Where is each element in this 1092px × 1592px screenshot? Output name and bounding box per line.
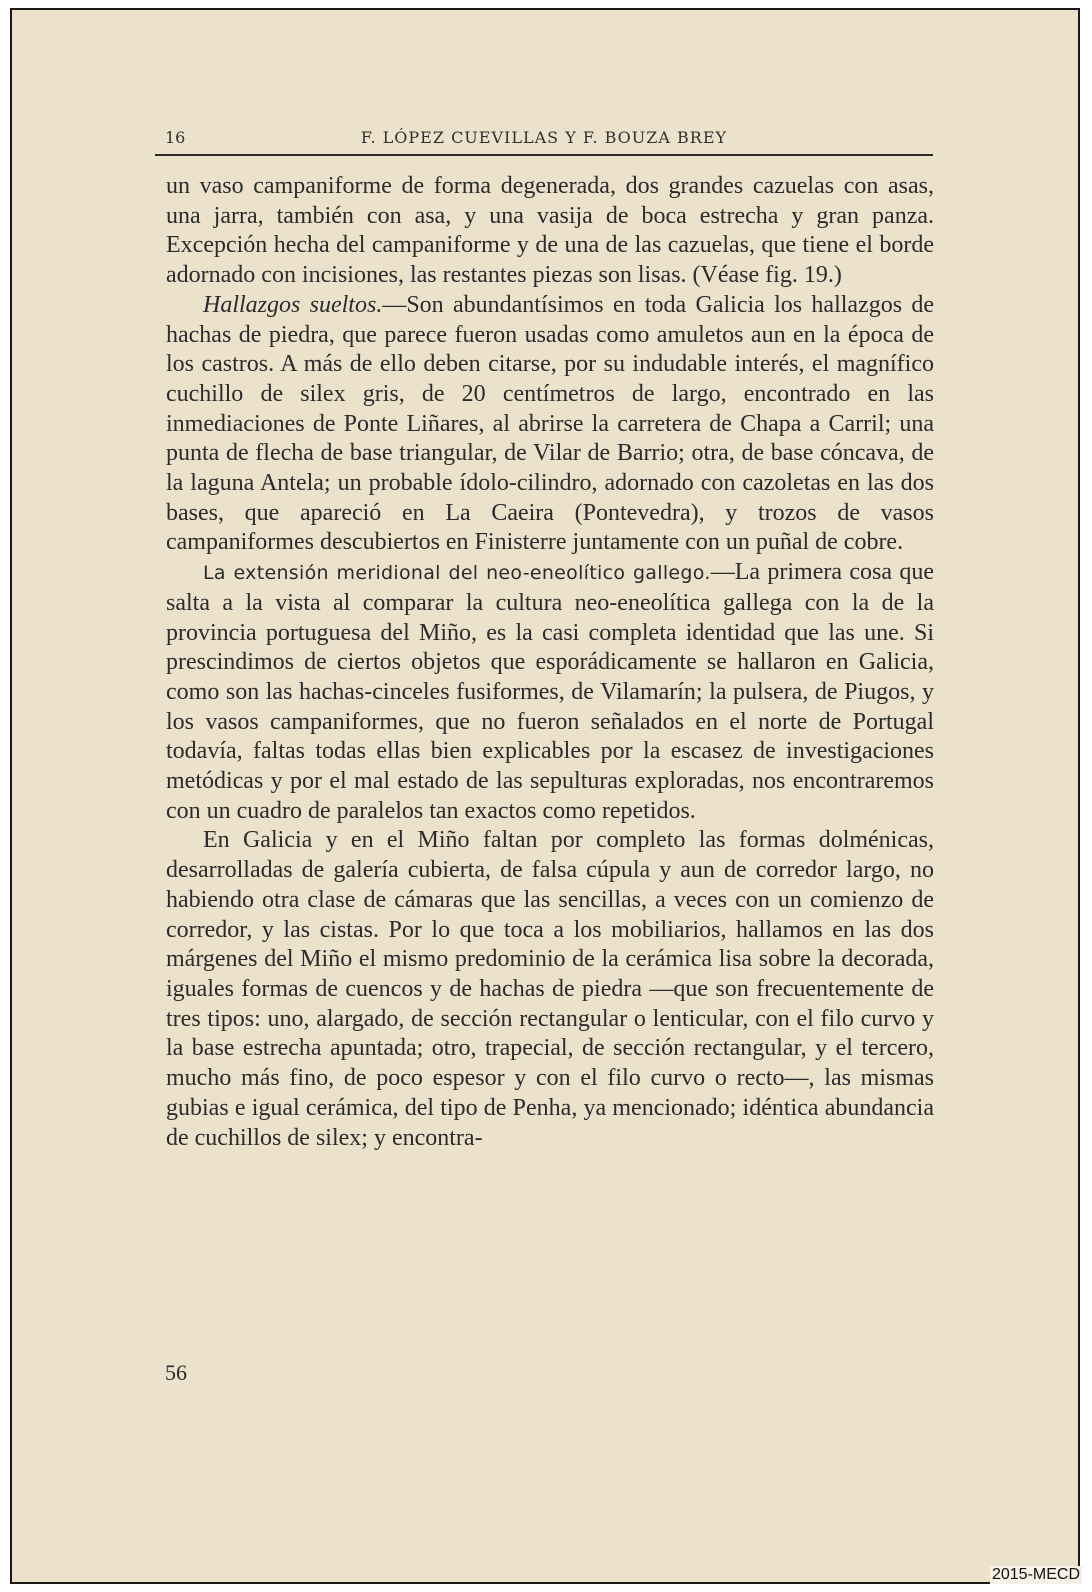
page-header xyxy=(155,120,933,156)
paragraph-2-text: —Son abundantísimos en toda Galicia los hallazgos de hachas de piedra, que parece fueron usadas como amuletos aun en la época de los castros. A más de ello deben citarse, por su indudable interés, el magnífico cuchillo de silex gris, de 20 centímetros de largo, encontrado en las inmediaciones de Ponte Liñares, al abrirse la carretera de Chapa a Carril; una punta de flecha de base triangular, de Vilar de Barrio; otra, de base cóncava, de la laguna Antela; un probable ídolo-cilindro, adornado con cazoletas en las dos bases, que apareció en La Caeira (Pontevedra), y trozos de vasos campaniformes descubiertos en Finisterre juntamente con un puñal de cobre. xyxy=(166,291,935,556)
section-lead-hallazgos: Hallazgos sueltos. xyxy=(203,291,383,318)
page-body xyxy=(166,172,934,1153)
paragraph-3-text: —La primera cosa que salta a la vista al comparar la cultura neo-eneolítica gallega con la de la provincia portuguesa del Miño, es la casi completa identidad que las une. Si prescindimos de ciertos objetos que esporádicamente se hallaron en Galicia, como son las hachas-cinceles fusiformes, de Vilamarín; la pulsera, de Piugos, y los vasos campaniformes, que no fueron señalados en el norte de Portugal todavía, faltas todas ellas bien explicables por la escasez de investigaciones metódicas y por el mal estado de las sepulturas exploradas, nos encontraremos con un cuadro de paralelos tan exactos como repetidos. xyxy=(166,559,935,824)
watermark: 2015-MECD xyxy=(991,1566,1080,1583)
paragraph-1: un vaso campaniforme de forma degenerada, dos grandes cazuelas con asas, una jarra, también con asa, y una vasija de boca estrecha y gran panza. Excepción hecha del campaniforme y de una de las cazuelas, que tiene el borde adornado con incisiones, las restantes piezas son lisas. (Véase fig. 19.) xyxy=(166,173,934,289)
running-title: F. LÓPEZ CUEVILLAS Y F. BOUZA BREY xyxy=(360,128,728,147)
section-lead-extension: La extensión meridional del neo-eneolítico gallego. xyxy=(203,562,711,585)
folio-number: 56 xyxy=(165,1360,187,1385)
page-number: 16 xyxy=(165,128,186,147)
paragraph-2 xyxy=(166,291,934,558)
paragraph-4: En Galicia y en el Miño faltan por completo las formas dolménicas, desarrolladas de galería cubierta, de falsa cúpula y aun de corredor largo, no habiendo otra clase de cámaras que las sencillas, a veces con un comienzo de corredor, y las cistas. Por lo que toca a los mobiliarios, hallamos en las dos márgenes del Miño el mismo predominio de la cerámica lisa sobre la decorada, iguales formas de cuencos y de hachas de piedra —que son frecuentemente de tres tipos: uno, alargado, de sección rectangular o lenticular, con el filo curvo y la base estrecha apuntada; otro, trapecial, de sección rectangular, y el tercero, mucho más fino, de poco espesor y con el filo curvo o recto—, las mismas gubias e igual cerámica, del tipo de Penha, ya mencionado; idéntica abundancia de cuchillos de silex; y encontra- xyxy=(166,827,934,1151)
paragraph-3 xyxy=(166,558,934,826)
